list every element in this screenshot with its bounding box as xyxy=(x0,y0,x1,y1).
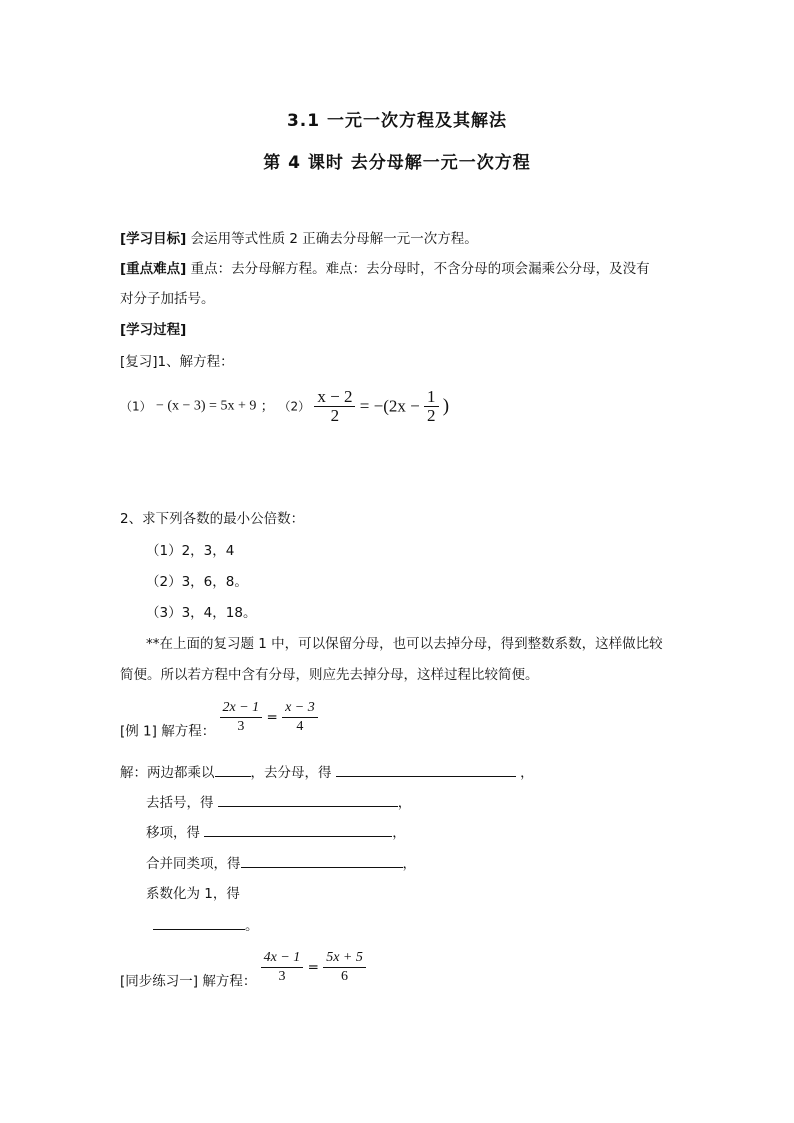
review-note-line2: 简便。所以若方程中含有分母，则应先去掉分母，这样过程比较简便。 xyxy=(120,667,539,683)
example-equals: = xyxy=(266,709,278,726)
eq2-half-fraction xyxy=(424,388,439,425)
eq2-label: （2） xyxy=(278,399,311,414)
step2-comma: ， xyxy=(397,795,412,811)
eq2-half-denominator: 2 xyxy=(427,406,436,425)
lesson-subtitle: 第 4 课时 去分母解一元一次方程 xyxy=(263,153,531,173)
practice-right-numerator: 5x + 5 xyxy=(323,949,366,968)
learning-goal xyxy=(120,229,478,249)
practice-1 xyxy=(120,949,366,993)
review-equations xyxy=(120,388,449,432)
example-left-numerator: 2x − 1 xyxy=(220,699,263,718)
combine-terms-blank[interactable] xyxy=(241,853,403,868)
eq1-separator: ； xyxy=(260,398,275,415)
solution-step-2 xyxy=(146,792,411,813)
step3-text: 移项，得 xyxy=(146,825,205,841)
expand-brackets-blank[interactable] xyxy=(218,792,398,807)
step1-text-b: ，去分母，得 xyxy=(250,765,336,781)
page-title: 3.1 一元一次方程及其解法 xyxy=(286,111,508,131)
solution-step-3 xyxy=(146,822,406,843)
transpose-blank[interactable] xyxy=(204,822,392,837)
example-right-numerator: x − 3 xyxy=(282,699,318,718)
step2-text: 去括号，得 xyxy=(146,795,218,811)
goal-text: 会运用等式性质 2 正确去分母解一元一次方程。 xyxy=(186,231,478,247)
multiplier-blank[interactable] xyxy=(215,762,251,777)
lcm-item-2: （2）3，6，8。 xyxy=(146,574,248,590)
eq2-numerator: x − 2 xyxy=(314,388,355,407)
review-q2: 2、求下列各数的最小公倍数： xyxy=(120,511,305,527)
example-left-denominator: 3 xyxy=(237,719,245,734)
example-left-fraction xyxy=(220,699,263,736)
eq2-close-paren: ) xyxy=(442,395,450,417)
practice-equals: = xyxy=(307,959,319,976)
final-answer-blank[interactable] xyxy=(153,915,245,930)
eq1-expression: − (x − 3) = 5x + 9 xyxy=(155,398,257,414)
practice-right-denominator: 6 xyxy=(341,969,349,984)
review-q1: [复习]1、解方程： xyxy=(120,354,234,370)
keypoints-label: [重点难点] xyxy=(120,261,187,277)
eq1-label: （1） xyxy=(120,399,152,414)
lcm-item-1: （1）2，3，4 xyxy=(146,543,235,559)
keypoints-text: 重点：去分母解方程。难点：去分母时，不含分母的项会漏乘公分母，及没有 xyxy=(186,261,650,277)
solution-step-1 xyxy=(120,762,534,783)
solution-final xyxy=(153,915,259,936)
review-note-line1: **在上面的复习题 1 中，可以保留分母，也可以去掉分母，得到整数系数，这样做比较 xyxy=(146,636,663,652)
solution-step-5: 系数化为 1，得 xyxy=(146,886,240,902)
practice-right-fraction xyxy=(323,949,366,986)
clear-denominators-blank[interactable] xyxy=(336,762,516,777)
solution-step-4 xyxy=(146,853,416,874)
step4-comma: ， xyxy=(402,856,416,872)
step1-text-c: ， xyxy=(515,765,534,781)
eq2-middle: = −(2x − xyxy=(359,396,420,416)
final-period: 。 xyxy=(245,918,259,934)
step4-text: 合并同类项，得 xyxy=(146,856,241,872)
step1-text-a: 解：两边都乘以 xyxy=(120,765,215,781)
example-1 xyxy=(120,699,318,743)
practice-left-numerator: 4x − 1 xyxy=(261,949,304,968)
eq2-fraction xyxy=(314,388,355,425)
example-right-fraction xyxy=(282,699,318,736)
step3-comma: ， xyxy=(392,825,406,841)
practice-left-fraction xyxy=(261,949,304,986)
key-points xyxy=(120,259,650,279)
process-label: [学习过程] xyxy=(120,322,187,338)
practice-left-denominator: 3 xyxy=(278,969,286,984)
goal-label: [学习目标] xyxy=(120,231,187,247)
keypoints-text-cont: 对分子加括号。 xyxy=(120,291,215,307)
example-label: [例 1] 解方程： xyxy=(120,723,216,740)
practice-label: [同步练习一] 解方程： xyxy=(120,973,257,990)
eq2-denominator: 2 xyxy=(330,406,340,425)
eq2-half-numerator: 1 xyxy=(424,388,439,407)
example-right-denominator: 4 xyxy=(296,719,304,734)
lcm-item-3: （3）3，4，18。 xyxy=(146,605,257,621)
